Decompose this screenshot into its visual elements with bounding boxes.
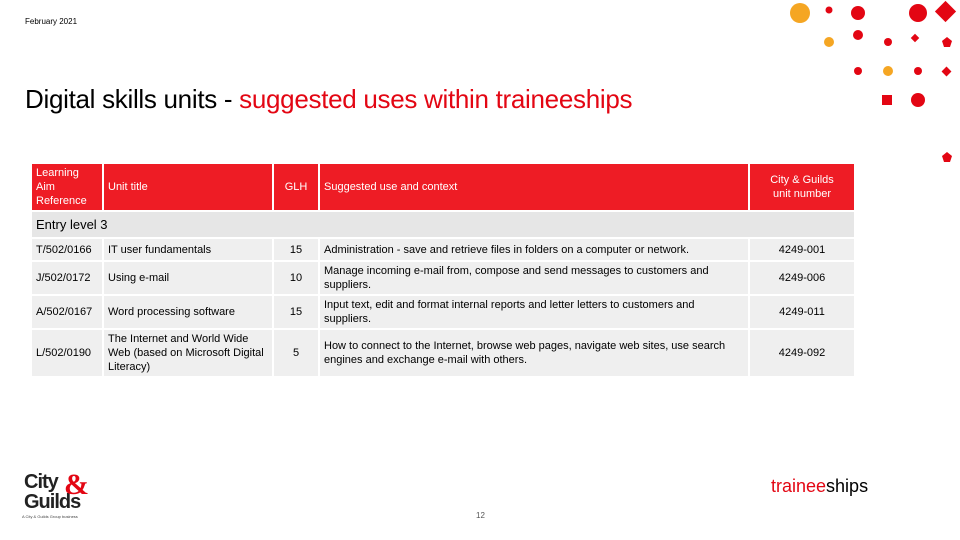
- cell-unit-number: 4249-001: [750, 239, 854, 260]
- diamond-red: [942, 67, 952, 77]
- cell-reference: J/502/0172: [32, 262, 102, 294]
- cell-glh: 5: [274, 330, 318, 376]
- dot-orange: [883, 66, 893, 76]
- cell-reference: A/502/0167: [32, 296, 102, 328]
- page-number: 12: [476, 511, 485, 520]
- level-label: Entry level 3: [32, 212, 854, 237]
- table-row: [32, 296, 854, 328]
- header-learning-aim-reference: Learning Aim Reference: [32, 164, 102, 210]
- city-and-guilds-logo: [22, 468, 94, 519]
- dot-orange: [824, 37, 834, 47]
- cell-glh: 10: [274, 262, 318, 294]
- header-glh: GLH: [274, 164, 318, 210]
- cell-unit-number: 4249-006: [750, 262, 854, 294]
- title-accent: suggested uses within traineeships: [239, 84, 633, 114]
- cell-unit-title: Word processing software: [104, 296, 272, 328]
- level-row: [32, 212, 854, 237]
- cell-suggested-use: Administration - save and retrieve files in folders on a computer or network.: [320, 239, 748, 260]
- logo-tagline: A City & Guilds Group business: [22, 514, 78, 519]
- cell-unit-number: 4249-011: [750, 296, 854, 328]
- logo-ampersand: &: [64, 468, 89, 501]
- header-suggested-use: Suggested use and context: [320, 164, 748, 210]
- cell-suggested-use: Manage incoming e-mail from, compose and send messages to customers and suppliers.: [320, 262, 748, 294]
- cell-glh: 15: [274, 296, 318, 328]
- dot-red: [854, 67, 862, 75]
- table-row: [32, 262, 854, 294]
- title-lead: Digital skills units -: [25, 84, 240, 114]
- diamond-red: [911, 34, 919, 42]
- traineeships-brand: traineeships: [771, 476, 869, 496]
- cell-unit-title: The Internet and World Wide Web (based on Microsoft Digital Literacy): [104, 330, 272, 376]
- cell-reference: T/502/0166: [32, 239, 102, 260]
- square-red: [882, 95, 892, 105]
- cell-unit-number: 4249-092: [750, 330, 854, 376]
- dot-orange-large: [790, 3, 810, 23]
- pentagon-red: [942, 37, 952, 47]
- cell-unit-title: Using e-mail: [104, 262, 272, 294]
- units-table: [30, 162, 856, 378]
- dot-red: [914, 67, 922, 75]
- dot-red: [884, 38, 892, 46]
- cell-glh: 15: [274, 239, 318, 260]
- table-row: [32, 239, 854, 260]
- dot-red: [853, 30, 863, 40]
- date-label: February 2021: [25, 17, 78, 26]
- table-header-row: [32, 164, 854, 210]
- dot-red: [851, 6, 865, 20]
- header-cg-unit-number: City & Guilds unit number: [750, 164, 854, 210]
- dot-red: [911, 93, 925, 107]
- logo-wordmark: City Guilds: [24, 471, 81, 513]
- pentagon-red: [942, 152, 952, 162]
- cell-unit-title: IT user fundamentals: [104, 239, 272, 260]
- dot-red: [909, 4, 927, 22]
- cell-suggested-use: How to connect to the Internet, browse web pages, navigate web sites, use search engines and exchange e-mail with others.: [320, 330, 748, 376]
- header-unit-title: Unit title: [104, 164, 272, 210]
- diamond-red: [935, 1, 956, 22]
- dot-red: [826, 7, 833, 14]
- cell-suggested-use: Input text, edit and format internal reports and letter letters to customers and suppliers.: [320, 296, 748, 328]
- table-row: [32, 330, 854, 376]
- cell-reference: L/502/0190: [32, 330, 102, 376]
